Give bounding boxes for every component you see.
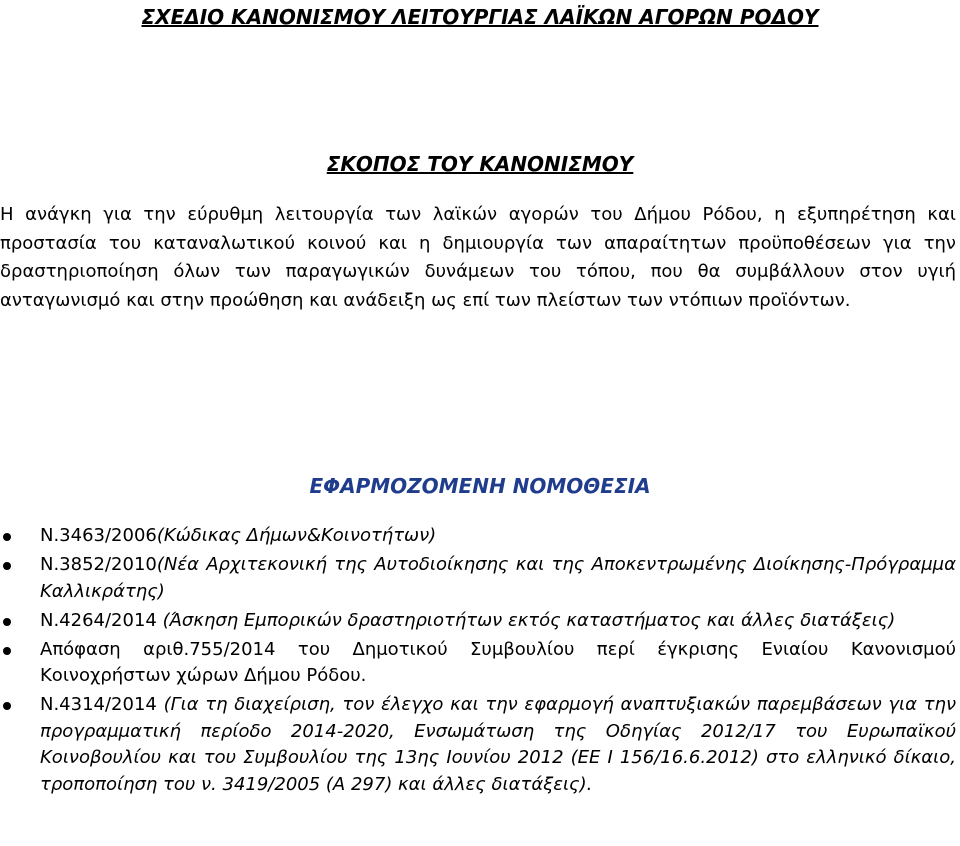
bullet-icon [3, 647, 11, 655]
bullet-icon [3, 562, 11, 570]
bullet-icon [3, 702, 11, 710]
purpose-paragraph: Η ανάγκη για την εύρυθμη λειτουργία των λαϊκών αγορών του Δήμου Ρόδου, η εξυπηρέτηση και προστασία του καταναλωτικού κοινού και η δημιουργία των απαραίτητων προϋποθέσεων για την δραστηριοποίηση όλων των παραγωγικών δυνάμεων του τόπου, που θα συμβάλλουν στον υγιή ανταγωνισμό και στην προώθηση και ανάδειξη ως επί των πλείστων των ντόπιων προϊόντων. [0, 204, 956, 311]
law-number: Απόφαση αριθ.755/2014 του Δημοτικού Συμβουλίου περί έγκρισης Ενιαίου Κανονισμού Κοινοχρήστων χώρων Δήμου Ρόδου. [40, 638, 956, 686]
legislation-list [0, 523, 956, 801]
purpose-heading: ΣΚΟΠΟΣ ΤΟΥ ΚΑΝΟΝΙΣΜΟΥ [326, 152, 634, 176]
law-description: (Άσκηση Εμπορικών δραστηριοτήτων εκτός καταστήματος και άλλες διατάξεις) [156, 609, 896, 631]
legislation-item [0, 523, 956, 550]
legislation-item [0, 552, 956, 605]
law-number: Ν.4314/2014 [40, 694, 157, 715]
law-number: Ν.3463/2006 [40, 525, 157, 546]
legislation-item [0, 608, 956, 635]
legislation-heading: ΕΦΑΡΜΟΖΟΜΕΝΗ ΝΟΜΟΘΕΣΙΑ [309, 474, 651, 498]
bullet-icon [3, 618, 11, 626]
law-number: Ν.4264/2014 [40, 609, 157, 631]
law-description: (Για τη διαχείριση, τον έλεγχο και την εφαρμογή αναπτυξιακών παρεμβάσεων για την προγραμματική περίοδο 2014-2020, Ενσωμάτωση της Οδηγίας 2012/17 του Ευρωπαϊκού Κοινοβουλίου και του Συμβουλίου της 13ης Ιουνίου 2012 (ΕΕ Ι 156/16.6.2012) στο ελληνικό δίκαιο, τροποποίηση του ν. 3419/2005 (Α 297) και άλλες διατάξεις). [40, 694, 956, 795]
law-description: (Νέα Αρχιτεκονική της Αυτοδιοίκησης και της Αποκεντρωμένης Διοίκησης-Πρόγραμμα Καλλικράτης) [40, 554, 956, 602]
legislation-item [0, 692, 956, 798]
law-description: (Κώδικας Δήμων&Κοινοτήτων) [156, 525, 437, 546]
law-number: Ν.3852/2010 [40, 554, 157, 575]
document-title: ΣΧΕΔΙΟ ΚΑΝΟΝΙΣΜΟΥ ΛΕΙΤΟΥΡΓΙΑΣ ΛΑΪΚΩΝ ΑΓΟΡΩΝ ΡΟΔΟΥ [141, 5, 819, 29]
legislation-item [0, 637, 956, 690]
bullet-icon [3, 533, 11, 541]
